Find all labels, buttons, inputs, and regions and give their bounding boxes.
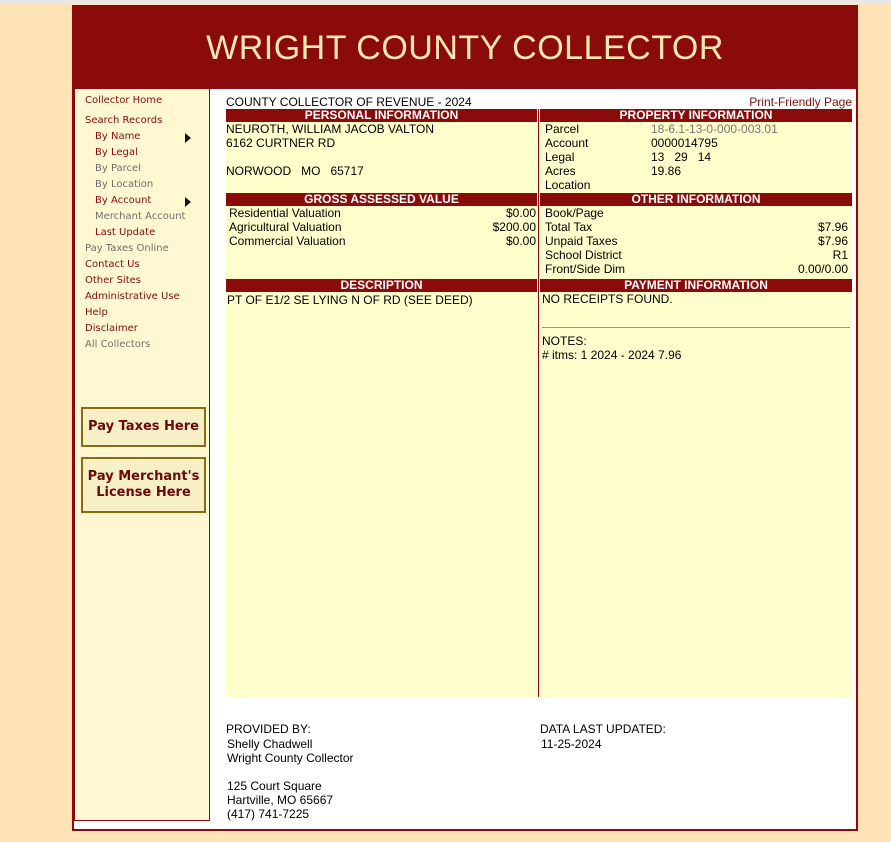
agricultural-value: $200.00 bbox=[492, 220, 536, 234]
pay-merchant-license-button[interactable] bbox=[81, 457, 206, 513]
personal-info-heading: PERSONAL INFORMATION bbox=[226, 109, 537, 122]
acres-value: 19.86 bbox=[651, 164, 682, 178]
school-district-value: R1 bbox=[832, 248, 848, 262]
nav-merchant-account[interactable]: Merchant Account bbox=[95, 211, 186, 222]
description-text: PT OF E1/2 SE LYING N OF RD (SEE DEED) bbox=[227, 293, 473, 307]
account-value: 0000014795 bbox=[651, 136, 718, 150]
nav-by-legal[interactable]: By Legal bbox=[95, 147, 138, 158]
nav-by-name[interactable] bbox=[85, 129, 205, 145]
nav-last-update[interactable]: Last Update bbox=[95, 227, 156, 238]
legal-label: Legal bbox=[545, 150, 575, 164]
notes-label: NOTES: bbox=[542, 334, 587, 348]
location-label: Location bbox=[545, 178, 591, 192]
payment-divider bbox=[542, 327, 850, 328]
residential-label: Residential Valuation bbox=[229, 206, 341, 220]
nav-search-records[interactable]: Search Records bbox=[85, 115, 163, 126]
nav-collector-home[interactable]: Collector Home bbox=[85, 95, 163, 106]
payment-info-heading: PAYMENT INFORMATION bbox=[540, 279, 852, 292]
nav-by-parcel[interactable]: By Parcel bbox=[95, 163, 141, 174]
collector-office: Wright County Collector bbox=[227, 751, 354, 765]
data-updated-date: 11-25-2024 bbox=[541, 737, 602, 751]
nav-by-location[interactable]: By Location bbox=[95, 179, 154, 190]
nav-contact-us[interactable]: Contact Us bbox=[85, 259, 140, 270]
print-friendly-link[interactable]: Print-Friendly Page bbox=[749, 95, 852, 109]
other-info-heading: OTHER INFORMATION bbox=[540, 193, 852, 206]
acres-label: Acres bbox=[545, 164, 576, 178]
account-label: Account bbox=[545, 136, 589, 150]
nav-by-account-label: By Account bbox=[95, 195, 152, 206]
nav-other-sites[interactable]: Other Sites bbox=[85, 275, 141, 286]
total-tax-value: $7.96 bbox=[817, 220, 848, 234]
pay-merchant-line1: Pay Merchant's bbox=[87, 469, 200, 484]
residential-value: $0.00 bbox=[505, 206, 536, 220]
record-title-bar bbox=[226, 95, 852, 109]
phone-number: (417) 741-7225 bbox=[227, 807, 310, 821]
school-district-label: School District bbox=[545, 248, 622, 262]
nav-help[interactable]: Help bbox=[85, 307, 108, 318]
pay-taxes-button[interactable]: Pay Taxes Here bbox=[81, 407, 206, 447]
record-title: COUNTY COLLECTOR OF REVENUE - 2024 bbox=[226, 95, 472, 109]
front-side-dim-label: Front/Side Dim bbox=[545, 262, 626, 276]
provided-by-label: PROVIDED BY: bbox=[226, 722, 311, 736]
nav-by-account[interactable] bbox=[85, 193, 205, 209]
sidebar bbox=[74, 89, 210, 821]
nav-disclaimer[interactable]: Disclaimer bbox=[85, 323, 138, 334]
payment-status: NO RECEIPTS FOUND. bbox=[542, 292, 673, 306]
parcel-value: 18-6.1-13-0-000-003.01 bbox=[651, 122, 778, 136]
commercial-label: Commercial Valuation bbox=[229, 234, 346, 248]
collector-name: Shelly Chadwell bbox=[227, 737, 313, 751]
gross-assessed-heading: GROSS ASSESSED VALUE bbox=[226, 193, 537, 206]
browser-top-edge bbox=[0, 0, 891, 4]
pay-merchant-line2: License Here bbox=[96, 485, 191, 500]
page-frame bbox=[72, 5, 858, 831]
commercial-value: $0.00 bbox=[505, 234, 536, 248]
address-line1: 125 Court Square bbox=[227, 779, 322, 793]
nav-pay-taxes-online[interactable]: Pay Taxes Online bbox=[85, 243, 169, 254]
agricultural-label: Agricultural Valuation bbox=[229, 220, 342, 234]
notes-text: # itms: 1 2024 - 2024 7.96 bbox=[542, 348, 682, 362]
legal-value: 13 29 14 bbox=[651, 150, 712, 164]
property-info-heading: PROPERTY INFORMATION bbox=[540, 109, 852, 122]
owner-street: 6162 CURTNER RD bbox=[226, 136, 336, 150]
site-banner: WRIGHT COUNTY COLLECTOR bbox=[74, 7, 856, 89]
nav-administrative-use[interactable]: Administrative Use bbox=[85, 291, 180, 302]
nav-all-collectors[interactable]: All Collectors bbox=[85, 339, 151, 350]
owner-city-line: NORWOOD MO 65717 bbox=[226, 164, 364, 178]
front-side-dim-value: 0.00/0.00 bbox=[797, 262, 848, 276]
owner-name: NEUROTH, WILLIAM JACOB VALTON bbox=[226, 122, 435, 136]
total-tax-label: Total Tax bbox=[545, 220, 593, 234]
book-page-label: Book/Page bbox=[545, 206, 604, 220]
submenu-arrow-icon bbox=[185, 197, 191, 207]
sidebar-nav bbox=[85, 93, 205, 353]
parcel-label: Parcel bbox=[545, 122, 580, 136]
nav-by-name-label: By Name bbox=[95, 131, 141, 142]
column-divider bbox=[538, 109, 539, 697]
data-updated-label: DATA LAST UPDATED: bbox=[540, 722, 666, 736]
description-heading: DESCRIPTION bbox=[226, 279, 537, 292]
submenu-arrow-icon bbox=[185, 133, 191, 143]
address-line2: Hartville, MO 65667 bbox=[227, 793, 334, 807]
unpaid-taxes-value: $7.96 bbox=[817, 234, 848, 248]
unpaid-taxes-label: Unpaid Taxes bbox=[545, 234, 618, 248]
